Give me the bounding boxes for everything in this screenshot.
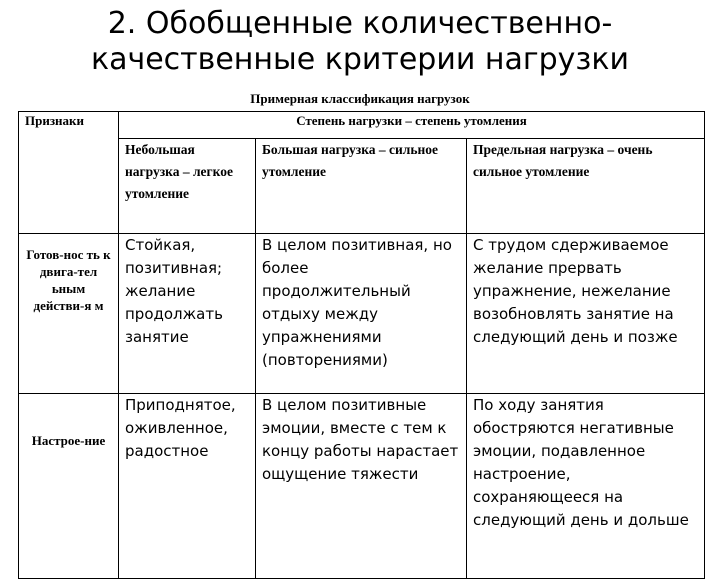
load-degree-header: Степень нагрузки – степень утомления [119, 112, 705, 139]
column-header-small-load: Небольшая нагрузка – легкое утомление [119, 139, 256, 234]
column-header-large-load: Большая нагрузка – сильное утомление [256, 139, 467, 234]
page-title: 2. Обобщенные количественно-качественные критерии нагрузки [91, 6, 629, 77]
table-subheader-row [19, 139, 705, 234]
cell-mood-large: В целом позитивные эмоции, вместе с тем к концу работы нарастает ощущение тяжести [256, 394, 467, 579]
table-caption: Примерная классификация нагрузок [250, 91, 470, 106]
cell-mood-max: По ходу занятия обостряются негативные эмоции, подавленное настроение, сохраняющееся на следующий день и дольше [467, 394, 705, 579]
row-label-readiness: Готов-нос ть к двига-тел ьным действи-я м [19, 234, 119, 394]
cell-readiness-small: Стойкая, позитивная; желание продолжать занятие [119, 234, 256, 394]
column-header-max-load: Предельная нагрузка – очень сильное утомление [467, 139, 705, 234]
load-classification-table [18, 111, 705, 579]
row-label-mood: Настрое-ние [19, 394, 119, 579]
cell-readiness-max: С трудом сдерживаемое желание прервать упражнение, нежелание возобновлять занятие на следующий день и позже [467, 234, 705, 394]
table-header-row [19, 112, 705, 139]
table-row-readiness [19, 234, 705, 394]
table-row-mood [19, 394, 705, 579]
criteria-header: Признаки [19, 112, 119, 234]
cell-mood-small: Приподнятое, оживленное, радостное [119, 394, 256, 579]
cell-readiness-large: В целом позитивная, но более продолжительный отдыху между упражнениями (повторениями) [256, 234, 467, 394]
